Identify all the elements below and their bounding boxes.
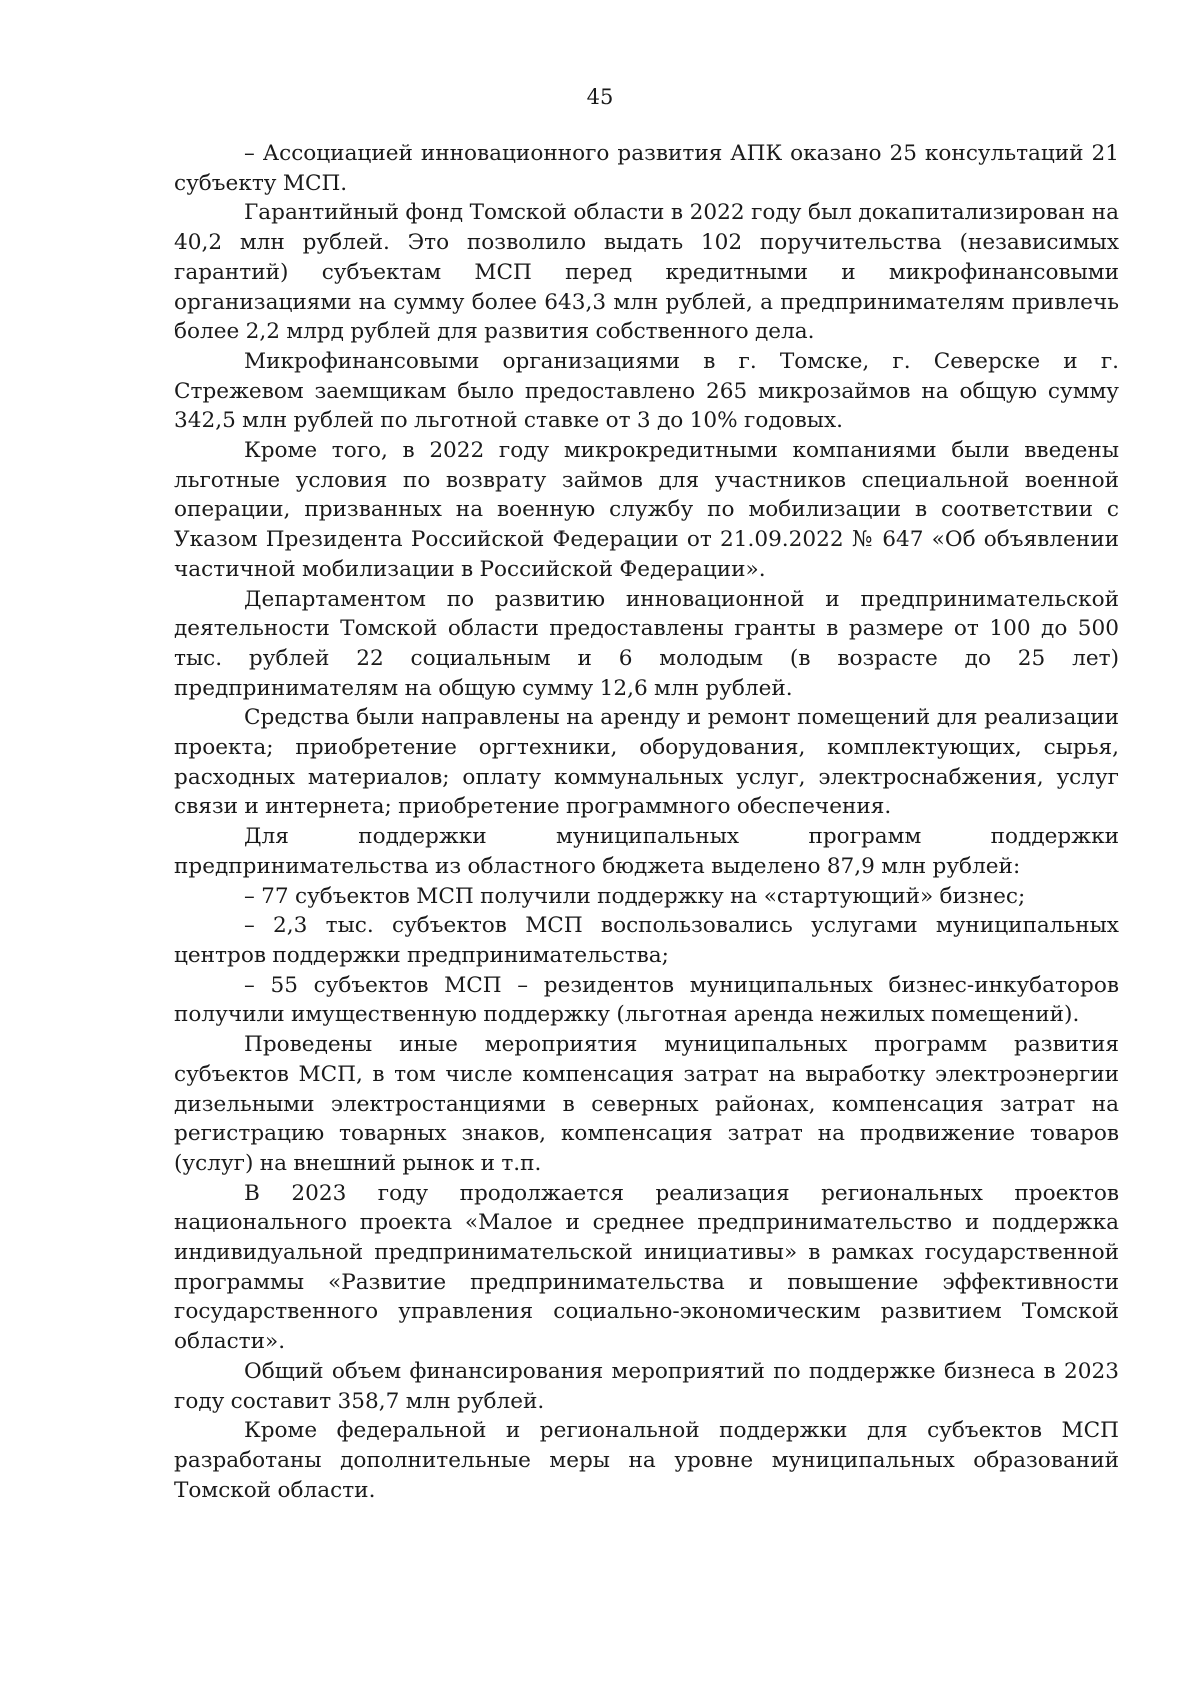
paragraph-apk-consultations: – Ассоциацией инновационного развития АПК оказано 25 консультаций 21 субъекту МСП. [174, 141, 1119, 196]
paragraph-grant-usage: Средства были направлены на аренду и ремонт помещений для реализации проекта; приобретение оргтехники, оборудования, комплектующих, сырья, расходных материалов; оплату коммунальных услуг, электроснабжения, услуг связи и интернета; приобретение программного обеспечения. [174, 705, 1119, 820]
paragraph-grants: Департаментом по развитию инновационной и предпринимательской деятельности Томской области предоставлены гранты в размере от 100 до 500 тыс. рублей 22 социальным и 6 молодым (в возрасте до 25 лет) предпринимателям на общую сумму 12,6 млн рублей. [174, 586, 1119, 701]
paragraph-microfinance: Микрофинансовыми организациями в г. Томске, г. Северске и г. Стрежевом заемщикам было предоставлено 265 микрозаймов на общую сумму 342,5 млн рублей по льготной ставке от 3 до 10% годовых. [174, 348, 1119, 434]
document-body [174, 139, 1119, 1505]
paragraph-mobilization-relief: Кроме того, в 2022 году микрокредитными компаниями были введены льготные условия по возврату займов для участников специальной военной операции, призванных на военную службу по мобилизации в соответствии с Указом Президента Российской Федерации от 21.09.2022 № 647 «Об объявлении частичной мобилизации в Российской Федерации». [174, 438, 1119, 582]
list-item-support-centers: – 2,3 тыс. субъектов МСП воспользовались услугами муниципальных центров поддержки предпринимательства; [174, 913, 1119, 968]
paragraph-guarantee-fund: Гарантийный фонд Томской области в 2022 году был докапитализирован на 40,2 млн рублей. Это позволило выдать 102 поручительства (независимых гарантий) субъектам МСП перед кредитными и микрофинансовыми организациями на сумму более 643,3 млн рублей, а предпринимателям привлечь более 2,2 млрд рублей для развития собственного дела. [174, 200, 1119, 345]
list-item-startup-support: – 77 субъектов МСП получили поддержку на «стартующий» бизнес; [244, 883, 1026, 909]
paragraph-municipal-measures: Кроме федеральной и региональной поддержки для субъектов МСП разработаны дополнительные меры на уровне муниципальных образований Томской области. [174, 1418, 1119, 1503]
paragraph-national-project-2023: В 2023 году продолжается реализация региональных проектов национального проекта «Малое и среднее предпринимательство и поддержка индивидуальной предпринимательской инициативы» в рамках государственной программы «Развитие предпринимательства и повышение эффективности государственного управления социально-экономическим развитием Томской области». [174, 1180, 1119, 1355]
page-number: 45 [586, 85, 614, 109]
paragraph-funding-volume: Общий объем финансирования мероприятий по поддержке бизнеса в 2023 году составит 358,7 млн рублей. [174, 1358, 1119, 1414]
list-item-business-incubators: – 55 субъектов МСП – резидентов муниципальных бизнес-инкубаторов получили имущественную поддержку (льготная аренда нежилых помещений). [174, 972, 1119, 1028]
paragraph-municipal-programs: Для поддержки муниципальных программ поддержки предпринимательства из областного бюджета выделено 87,9 млн рублей: [174, 824, 1119, 879]
paragraph-other-measures: Проведены иные мероприятия муниципальных программ развития субъектов МСП, в том числе компенсация затрат на выработку электроэнергии дизельными электростанциями в северных районах, компенсация затрат на регистрацию товарных знаков, компенсация затрат на продвижение товаров (услуг) на внешний рынок и т.п. [174, 1032, 1119, 1176]
